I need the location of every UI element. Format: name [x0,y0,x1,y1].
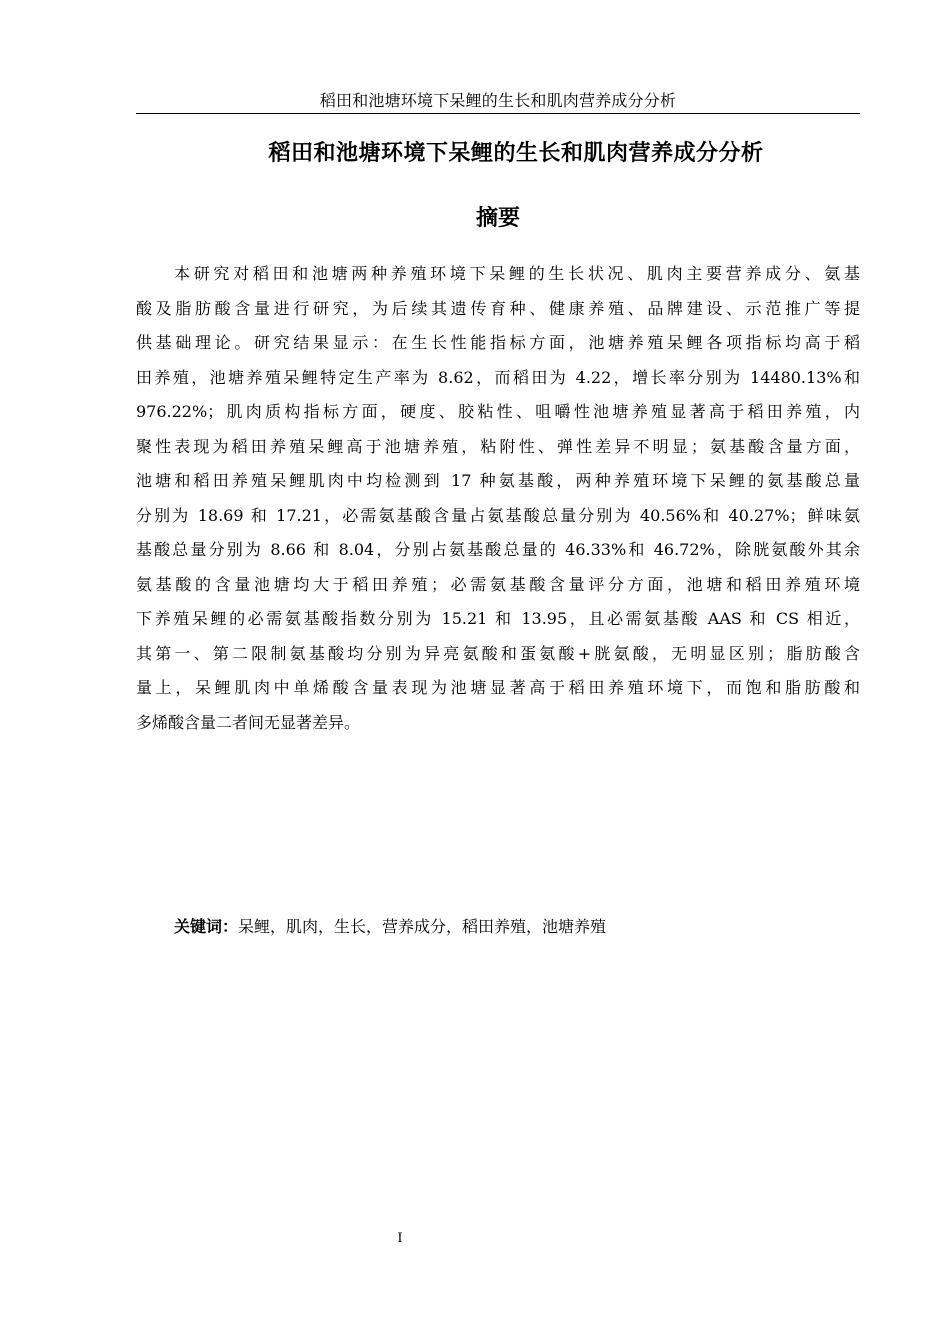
running-header: 稻田和池塘环境下呆鲤的生长和肌肉营养成分分析 [319,91,677,110]
abstract-line: 聚性表现为稻田养殖呆鲤高于池塘养殖，粘附性、弹性差异不明显；氨基酸含量方面， [136,436,860,456]
abstract-heading: 摘要 [475,206,520,231]
header-rule [136,113,860,114]
keywords-value: 呆鲤，肌肉，生长，营养成分，稻田养殖，池塘养殖 [238,917,607,936]
abstract-line: 本研究对稻田和池塘两种养殖环境下呆鲤的生长状况、肌肉主要营养成分、氨基 [174,264,860,283]
abstract-line: 976.22%；肌肉质构指标方面，硬度、胶粘性、咀嚼性池塘养殖显著高于稻田养殖，内 [136,402,860,421]
abstract-line: 分别为 18.69 和 17.21，必需氨基酸含量占氨基酸总量分别为 40.56%和 40.27%；鲜味氨 [136,505,860,525]
abstract-line: 多烯酸含量二者间无显著差异。 [136,712,361,732]
abstract-line: 池塘和稻田养殖呆鲤肌肉中均检测到 17 种氨基酸，两种养殖环境下呆鲤的氨基酸总量 [136,471,860,490]
abstract-line: 供基础理论。研究结果显示：在生长性能指标方面，池塘养殖呆鲤各项指标均高于稻 [136,333,860,352]
abstract-line: 氨基酸的含量池塘均大于稻田养殖；必需氨基酸含量评分方面，池塘和稻田养殖环境 [136,574,860,594]
abstract-line: 下养殖呆鲤的必需氨基酸指数分别为 15.21 和 13.95，且必需氨基酸 AAS 和 CS 相近， [136,609,860,628]
page-number: I [397,1231,403,1246]
keywords-label: 关键词： [174,917,239,936]
abstract-line: 基酸总量分别为 8.66 和 8.04，分别占氨基酸总量的 46.33%和 46.72%，除胱氨酸外其余 [136,540,860,559]
abstract-line: 酸及脂肪酸含量进行研究，为后续其遗传育种、健康养殖、品牌建设、示范推广等提 [136,298,860,318]
abstract-body [136,257,860,740]
abstract-line: 量上，呆鲤肌肉中单烯酸含量表现为池塘显著高于稻田养殖环境下，而饱和脂肪酸和 [136,678,860,697]
abstract-line: 田养殖，池塘养殖呆鲤特定生产率为 8.62，而稻田为 4.22，增长率分别为 14480.13%和 [136,367,860,387]
document-title: 稻田和池塘环境下呆鲤的生长和肌肉营养成分分析 [268,141,764,166]
abstract-line: 其第一、第二限制氨基酸均分别为异亮氨酸和蛋氨酸+胱氨酸，无明显区别；脂肪酸含 [136,643,860,663]
keywords [174,912,606,942]
